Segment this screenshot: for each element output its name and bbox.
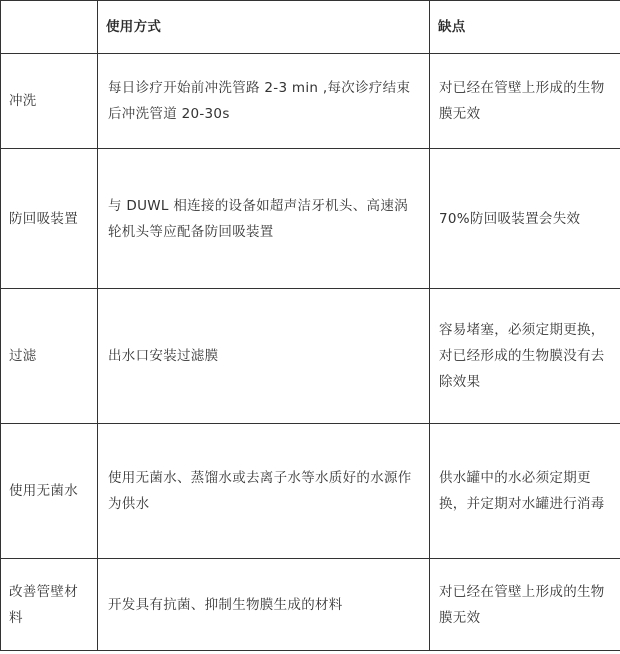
header-cell-drawback: 缺点 — [430, 1, 620, 54]
row-name-cell: 冲洗 — [1, 54, 98, 149]
row-method-cell: 每日诊疗开始前冲洗管路 2-3 min ,每次诊疗结束后冲洗管道 20-30s — [98, 54, 430, 149]
row-method-cell: 使用无菌水、蒸馏水或去离子水等水质好的水源作为供水 — [98, 424, 430, 559]
row-method-cell: 开发具有抗菌、抑制生物膜生成的材料 — [98, 559, 430, 651]
header-cell-method: 使用方式 — [98, 1, 430, 54]
row-drawback-cell: 容易堵塞，必须定期更换，对已经形成的生物膜没有去除效果 — [430, 289, 620, 424]
row-method-cell: 出水口安装过滤膜 — [98, 289, 430, 424]
row-drawback-cell: 对已经在管壁上形成的生物膜无效 — [430, 54, 620, 149]
row-drawback-cell: 供水罐中的水必须定期更换，并定期对水罐进行消毒 — [430, 424, 620, 559]
row-name-cell: 过滤 — [1, 289, 98, 424]
row-method-cell: 与 DUWL 相连接的设备如超声洁牙机头、高速涡轮机头等应配备防回吸装置 — [98, 149, 430, 289]
row-name-cell: 改善管壁材料 — [1, 559, 98, 651]
table-header-row — [1, 1, 620, 54]
table-row — [1, 424, 620, 559]
row-name-cell: 使用无菌水 — [1, 424, 98, 559]
row-drawback-cell: 70%防回吸装置会失效 — [430, 149, 620, 289]
table-row — [1, 289, 620, 424]
table-row — [1, 149, 620, 289]
table-row — [1, 54, 620, 149]
table-row — [1, 559, 620, 651]
header-cell-name — [1, 1, 98, 54]
row-drawback-cell: 对已经在管壁上形成的生物膜无效 — [430, 559, 620, 651]
row-name-cell: 防回吸装置 — [1, 149, 98, 289]
